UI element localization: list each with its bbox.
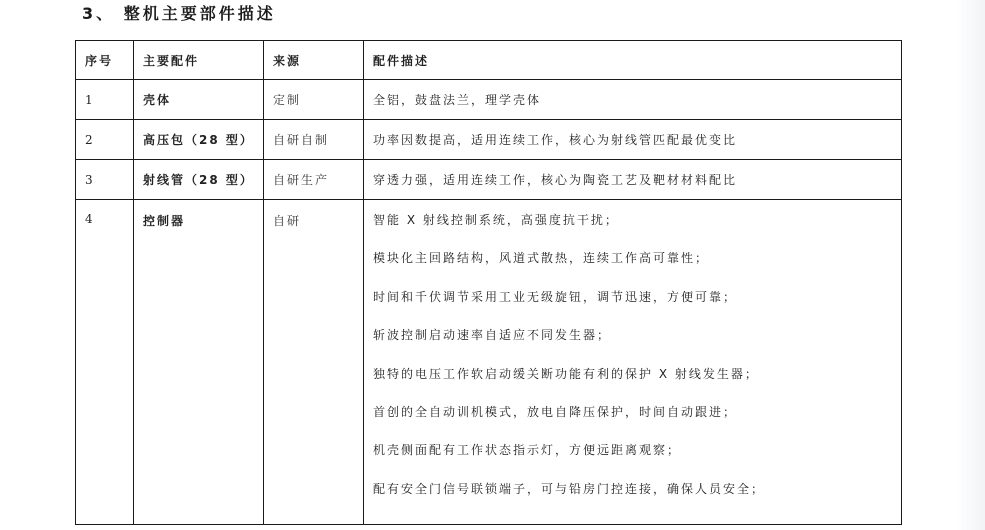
row-number: 1: [76, 80, 134, 120]
part-source: 定制: [264, 80, 364, 120]
header-no: 序号: [76, 41, 134, 80]
section-heading: 3、 整机主要部件描述: [82, 4, 276, 23]
part-name: 射线管（28 型）: [134, 160, 264, 200]
part-description-list: [364, 200, 902, 525]
table-row: [76, 200, 902, 525]
description-line: 智能 X 射线控制系统，高强度抗干扰；: [373, 213, 619, 227]
part-source: 自研生产: [264, 160, 364, 200]
description-line: 首创的全自动训机模式，放电自降压保护，时间自动跟进；: [373, 404, 738, 419]
header-source: 来源: [264, 41, 364, 80]
header-part: 主要配件: [134, 41, 264, 80]
table-row: [76, 80, 902, 120]
part-source: 自研自制: [264, 120, 364, 160]
description-line: 机壳侧面配有工作状态指示灯，方便远距离观察；: [373, 443, 682, 458]
part-description: 全铝，鼓盘法兰，理学壳体: [364, 80, 902, 120]
description-line: 独特的电压工作软启动缓关断功能有利的保护 X 射线发生器；: [373, 366, 759, 381]
part-name: 控制器: [134, 200, 264, 525]
part-description: 穿透力强，适用连续工作，核心为陶瓷工艺及靶材材料配比: [364, 160, 902, 200]
description-line: 时间和千伏调节采用工业无级旋钮，调节迅速，方便可靠；: [373, 289, 738, 304]
row-number: 2: [76, 120, 134, 160]
description-line: 模块化主回路结构，风道式散热，连续工作高可靠性；: [373, 251, 710, 266]
table-header-row: [76, 41, 902, 80]
table-row: [76, 120, 902, 160]
header-description: 配件描述: [364, 41, 902, 80]
part-source: 自研: [264, 200, 364, 525]
part-name: 壳体: [134, 80, 264, 120]
description-line: 配有安全门信号联锁端子，可与铅房门控连接，确保人员安全；: [373, 481, 766, 496]
page-edge-shade: [957, 0, 985, 530]
row-number: 4: [76, 200, 134, 525]
table-row: [76, 160, 902, 200]
components-table: [75, 40, 902, 525]
part-description: 功率因数提高，适用连续工作，核心为射线管匹配最优变比: [364, 120, 902, 160]
description-line: 斩波控制启动速率自适应不同发生器；: [373, 328, 612, 343]
part-name: 高压包（28 型）: [134, 120, 264, 160]
row-number: 3: [76, 160, 134, 200]
